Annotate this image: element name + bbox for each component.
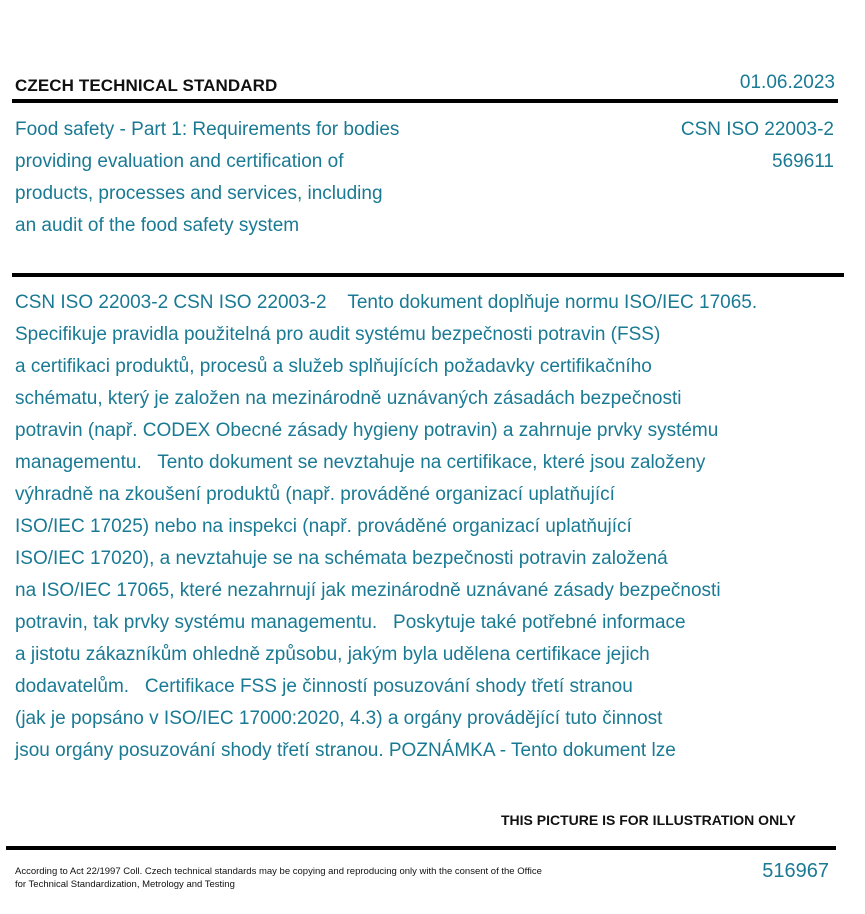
standard-code: CSN ISO 22003-2 [680,119,834,140]
standard-codes [681,114,834,178]
copyright-line: According to Act 22/1997 Coll. Czech technical standards may be copying and reproducing only with the consent of the Office [15,866,542,877]
title-rule [12,273,844,277]
abstract-line: CSN ISO 22003-2 CSN ISO 22003-2 Tento dokument doplňuje normu ISO/IEC 17065. [15,292,758,313]
abstract-line: na ISO/IEC 17065, které nezahrnují jak mezinárodně uznávané zásady bezpečnosti [15,580,721,601]
abstract-line: a certifikaci produktů, procesů a služeb splňujících požadavky certifikačního [15,356,652,377]
document-abstract [15,287,860,767]
title-line: providing evaluation and certification of [15,151,344,172]
footer-rule [6,846,836,850]
copyright-line: for Technical Standardization, Metrology and Testing [15,879,235,890]
publication-date: 01.06.2023 [739,72,835,93]
abstract-line: ISO/IEC 17025) nebo na inspekci (např. prováděné organizací uplatňující [15,516,632,537]
abstract-line: schématu, který je založen na mezinárodně uznávaných zásadách bezpečnosti [15,388,682,409]
document-title [15,114,475,242]
abstract-line: výhradně na zkoušení produktů (např. prováděné organizací uplatňující [15,484,615,505]
title-line: products, processes and services, including [15,183,383,204]
document-id: 516967 [762,860,829,882]
abstract-line: potravin (např. CODEX Obecné zásady hygieny potravin) a zahrnuje prvky systému [15,420,719,441]
abstract-line: ISO/IEC 17020), a nevztahuje se na schémata bezpečnosti potravin založená [15,548,668,569]
abstract-line: a jistotu zákazníkům ohledně způsobu, jakým byla udělena certifikace jejich [15,644,650,665]
abstract-line: potravin, tak prvky systému managementu. Poskytuje také potřebné informace [15,612,686,633]
catalog-number: 569611 [772,151,834,172]
abstract-line: dodavatelům. Certifikace FSS je činností posuzování shody třetí stranou [15,676,633,697]
title-line: Food safety - Part 1: Requirements for bodies [15,119,400,140]
abstract-line: Specifikuje pravidla použitelná pro audit systému bezpečnosti potravin (FSS) [15,324,661,345]
abstract-line: jsou orgány posuzování shody třetí stranou. POZNÁMKA - Tento dokument lze [15,740,676,761]
abstract-line: (jak je popsáno v ISO/IEC 17000:2020, 4.3) a orgány provádějící tuto činnost [15,708,663,729]
title-line: an audit of the food safety system [15,215,300,236]
abstract-line: managementu. Tento dokument se nevztahuje na certifikace, které jsou založeny [15,452,706,473]
copyright-notice [15,865,615,891]
standard-type-label: CZECH TECHNICAL STANDARD [15,76,278,95]
illustration-disclaimer: THIS PICTURE IS FOR ILLUSTRATION ONLY [501,812,796,828]
header-rule [12,99,838,103]
